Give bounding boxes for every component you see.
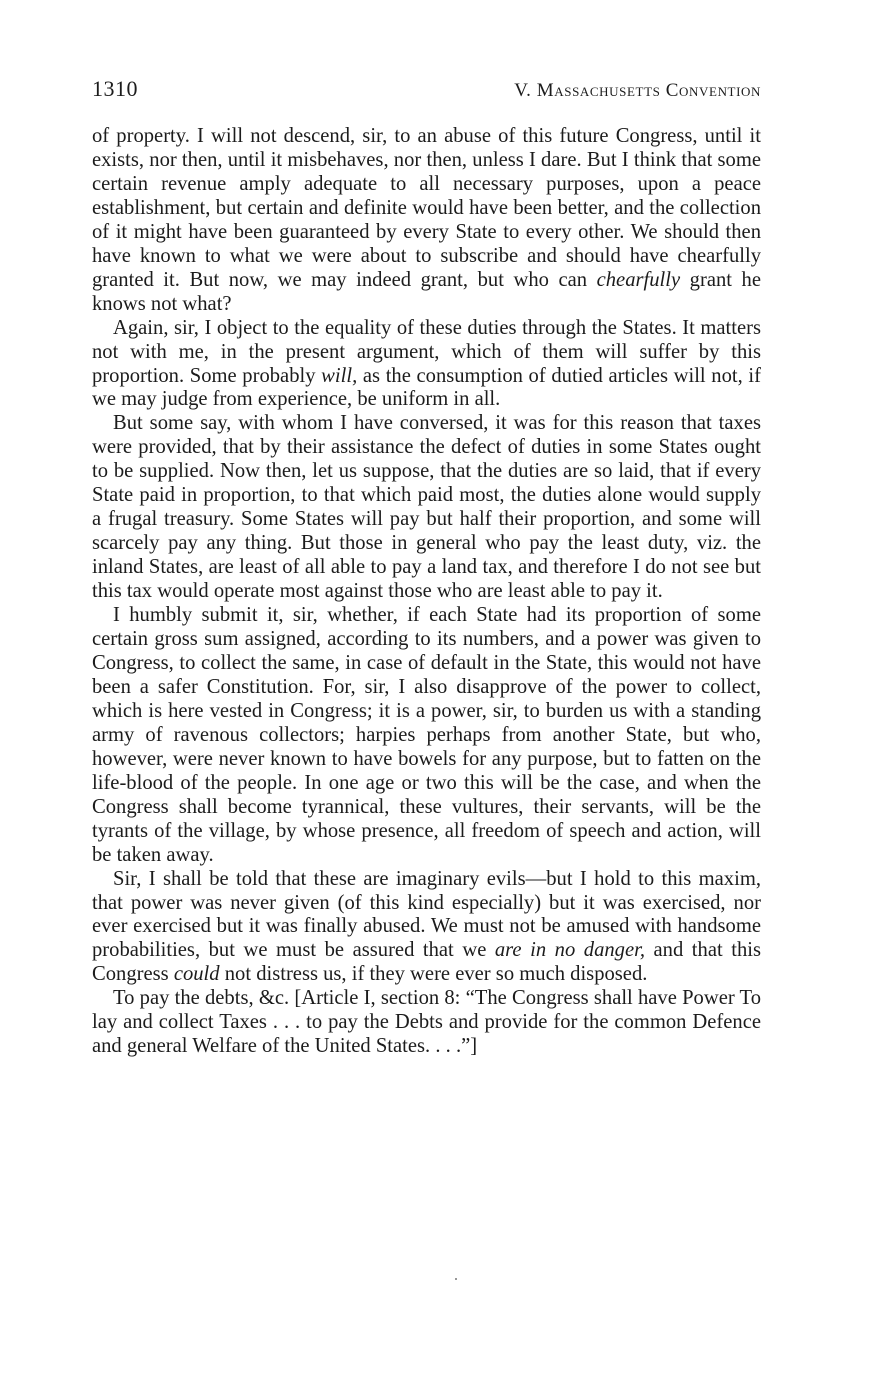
emphasis-chearfully: chearfully (596, 268, 681, 291)
page-number: 1310 (92, 76, 138, 101)
emphasis-are-in-no-danger: are in no danger, (494, 939, 645, 962)
scan-speck (455, 1278, 457, 1280)
paragraph-6: To pay the debts, &c. [Article I, section 8: “The Congress shall have Power To lay and collect Taxes . . . to pay the Debts and provide for the common Defence and general Welfare of the United States. . . .”] (92, 987, 761, 1058)
paragraph-3: But some say, with whom I have conversed, it was for this reason that taxes were provided, that by their assistance the defect of duties in some States ought to be supplied. Now then, let us suppose, that the duties are so laid, that if every State paid in proportion, to that which paid most, the duties alone would supply a frugal treasury. Some States will pay but half their proportion, and some will scarcely pay any thing. But those in general who pay the least duty, viz. the inland States, are least of all able to pay a land tax, and therefore I do not see but this tax would operate most against those who are least able to pay it. (92, 412, 761, 603)
paragraph-2: Again, sir, I object to the equality of these duties through the States. It matters not with me, in the present argument, which of them will suffer by this proportion. Some probably will, as the consumption of dutied articles will not, if we may judge from experience, be uniform in all. (92, 316, 761, 411)
paragraph-5: Sir, I shall be told that these are imaginary evils—but I hold to this maxim, that power was never given (of this kind especially) but it was exercised, nor ever exercised but it was finally abused. We must not be amused with handsome probabilities, but we must be assured that we are in no danger, and that this Congress could not distress us, if they were ever so much disposed. (92, 867, 761, 986)
running-head: V. Massachusetts Convention (514, 80, 761, 101)
paragraph-1: of property. I will not descend, sir, to an abuse of this future Congress, until it exists, nor then, until it misbehaves, nor then, unless I dare. But I think that some certain revenue amply adequate to all necessary purposes, upon a peace establishment, but certain and definite would have been better, and the collection of it might have been guaranteed by every State to every other. We should then have known to what we were about to subscribe and should have chearfully granted it. But now, we may indeed grant, but who can chearfully grant he knows not what? (92, 125, 761, 315)
emphasis-will: will, (321, 364, 358, 387)
paragraph-4: I humbly submit it, sir, whether, if each State had its proportion of some certain gross sum assigned, according to its numbers, and a power was given to Congress, to collect the same, in case of default in the State, this would not have been a safer Constitution. For, sir, I also disapprove of the power to collect, which is here vested in Congress; it is a power, sir, to burden us with a standing army of ravenous collectors; harpies perhaps from another State, but who, however, were never known to have bowels for any purpose, but to fatten on the life-blood of the people. In one age or two this will be the case, and when the Congress shall become tyrannical, these vultures, their servants, will be the tyrants of the village, by whose presence, all freedom of speech and action, will be taken away. (92, 604, 761, 866)
emphasis-could: could (173, 963, 220, 986)
page-header (92, 76, 761, 102)
body-text (92, 125, 761, 1059)
